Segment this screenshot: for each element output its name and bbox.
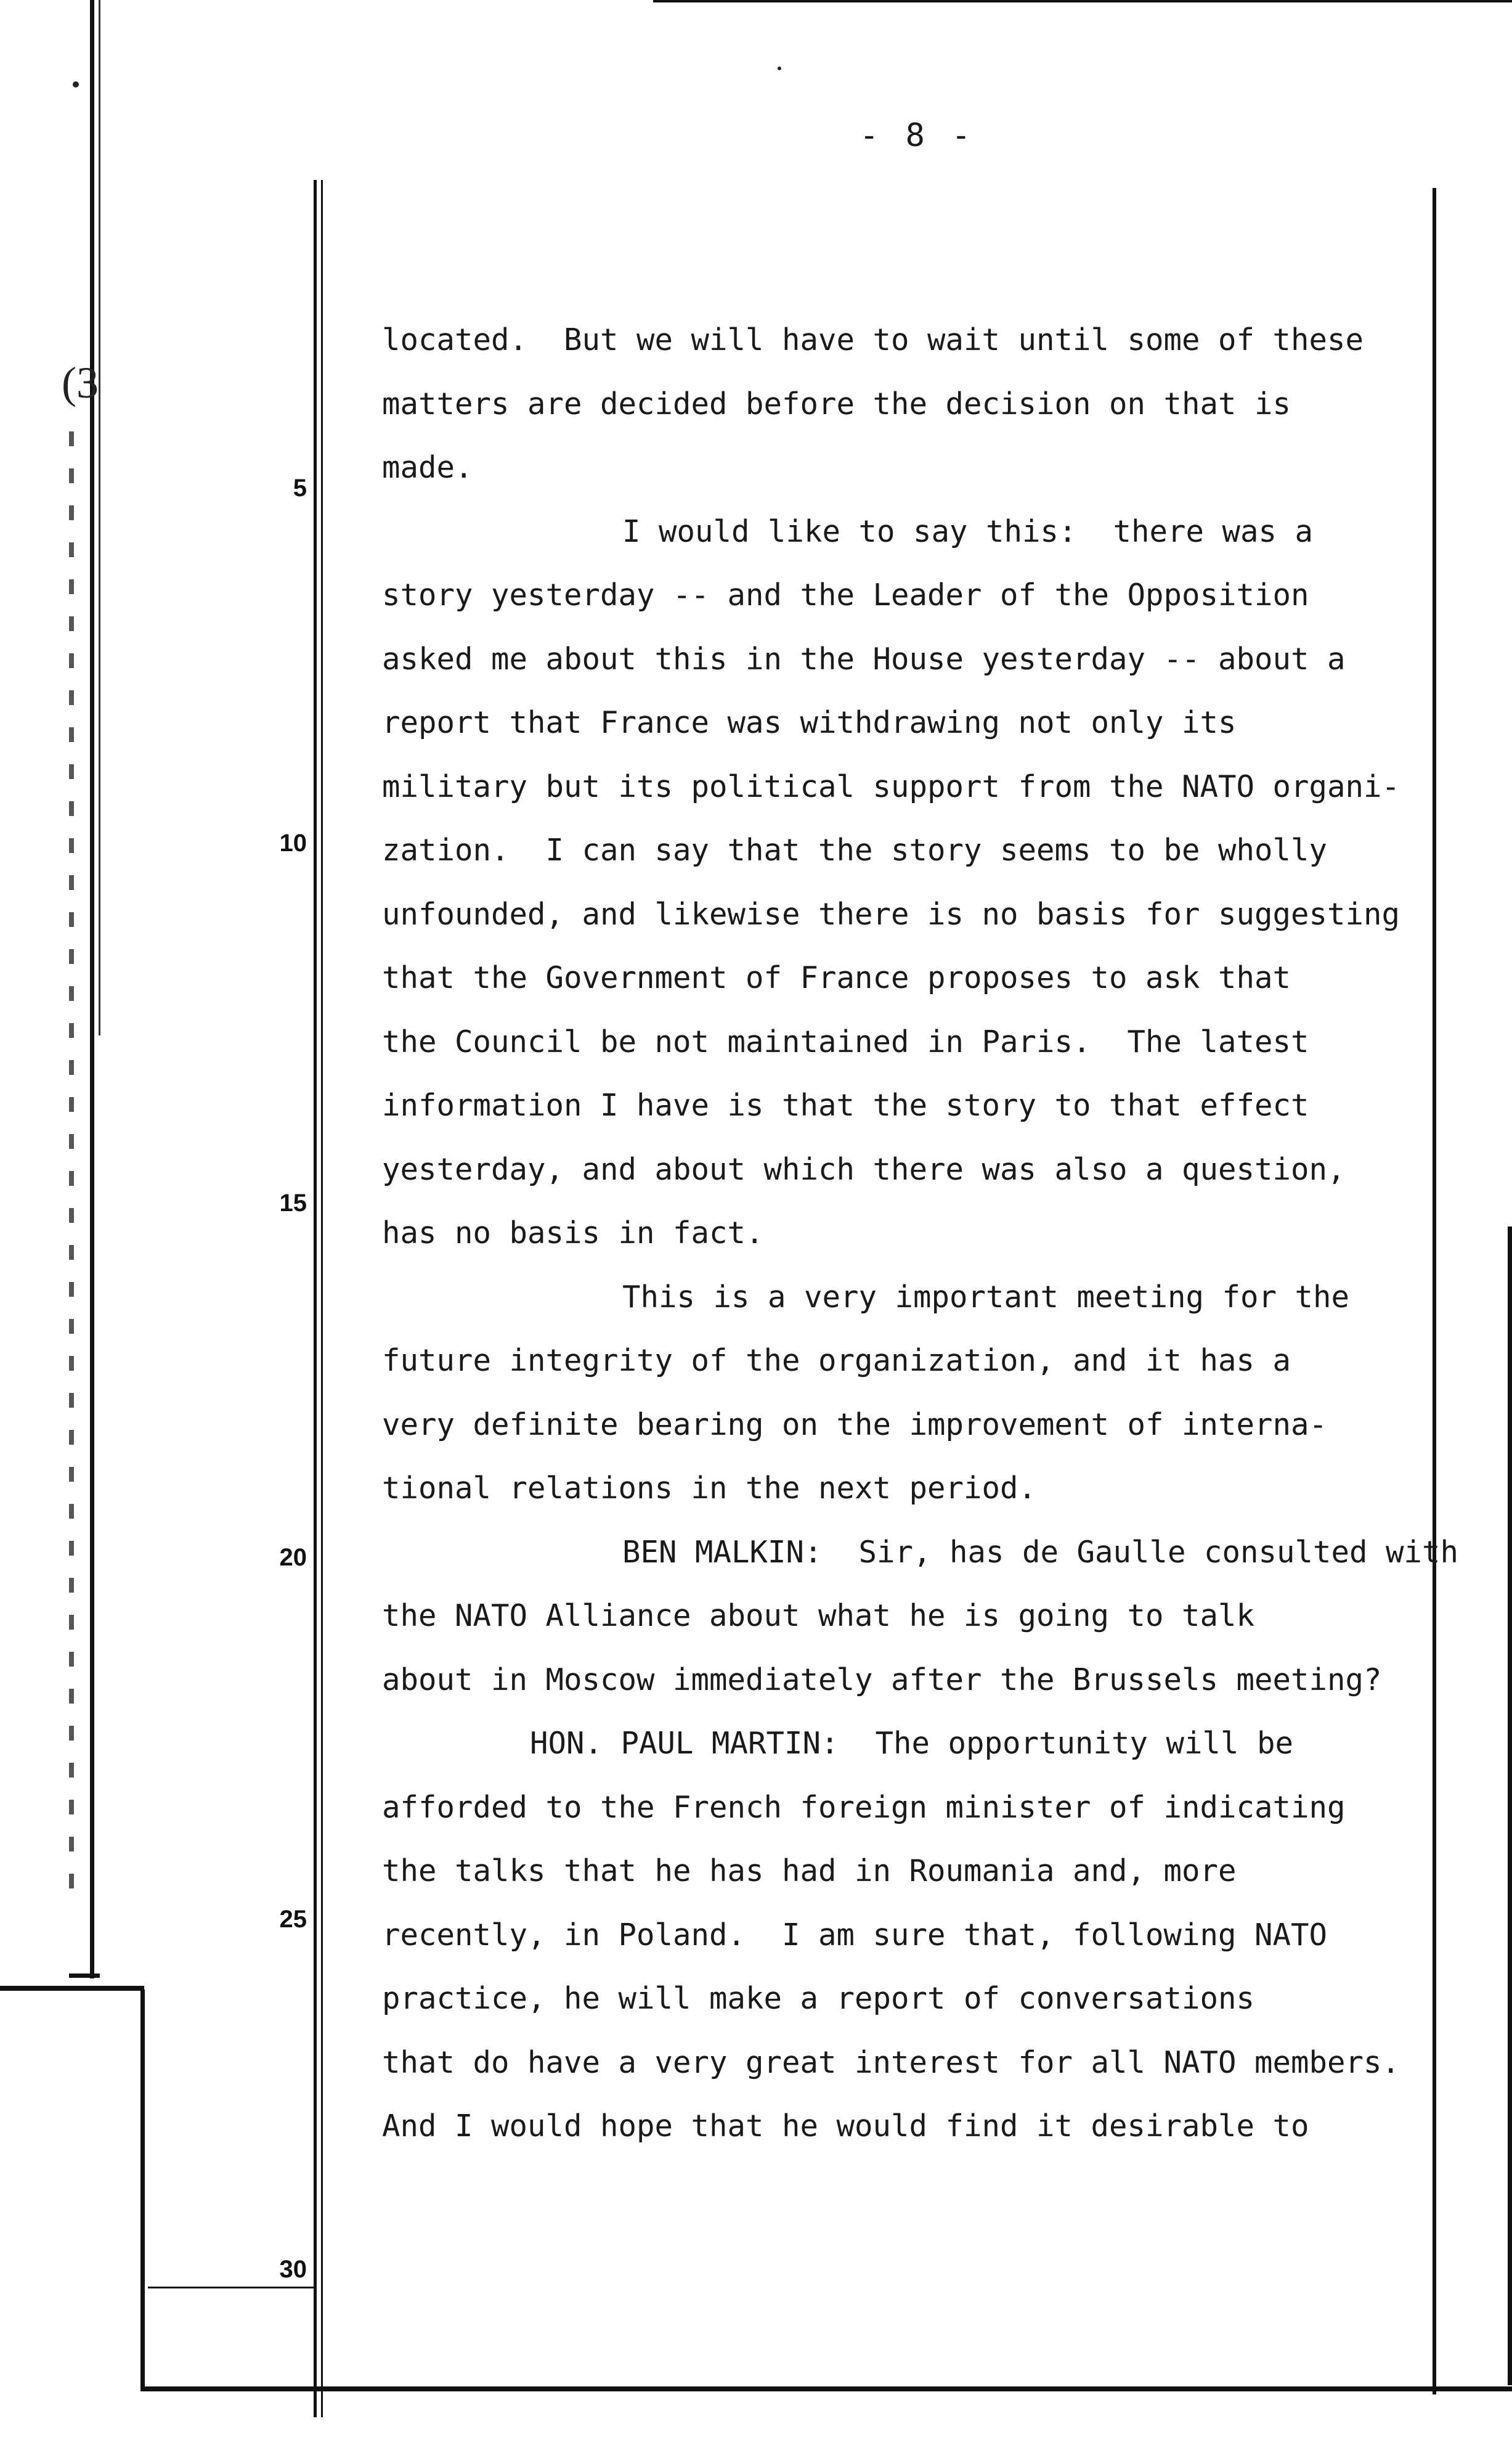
bottom-left-notch (69, 1974, 100, 1978)
text-line: future integrity of the organization, and it has a (382, 1343, 1291, 1378)
page-number: - 8 - (860, 117, 975, 154)
text-line: military but its political support from the NATO organi- (382, 769, 1400, 804)
gutter-rule (314, 180, 317, 2417)
margin-handwritten-mark: (3 (62, 358, 99, 407)
text-line: located. But we will have to wait until some of these (382, 322, 1364, 357)
speck-dot (73, 81, 79, 88)
text-line: afforded to the French foreign minister of indicating (382, 1789, 1346, 1825)
left-outer-rule (90, 0, 94, 1978)
text-line: information I have is that the story to that effect (382, 1088, 1309, 1123)
text-line: tional relations in the next period. (382, 1471, 1037, 1506)
text-line: very definite bearing on the improvement of interna- (382, 1406, 1328, 1442)
text-line: the talks that he has had in Roumania and, more (382, 1853, 1237, 1888)
line-number: 5 (293, 475, 307, 502)
text-line: practice, he will make a report of conversations (382, 1981, 1255, 2016)
text-line: zation. I can say that the story seems to be wholly (382, 833, 1328, 868)
line-number: 15 (279, 1190, 307, 1217)
text-line: This is a very important meeting for the (622, 1279, 1350, 1315)
speck-dot (778, 67, 781, 70)
text-line: asked me about this in the House yesterday -- about a (382, 641, 1346, 677)
text-line: that do have a very great interest for all NATO members. (382, 2044, 1400, 2080)
line-number: 25 (279, 1906, 307, 1933)
text-line: I would like to say this: there was a (622, 513, 1314, 549)
gutter-rule-inner (321, 180, 323, 2417)
text-line: the NATO Alliance about what he is going to talk (382, 1598, 1255, 1633)
text-line: unfounded, and likewise there is no basis for suggesting (382, 896, 1400, 932)
transcript-body (382, 308, 1459, 2158)
text-line: matters are decided before the decision on that is (382, 386, 1291, 422)
top-border-rule (653, 0, 1512, 2)
text-line: yesterday, and about which there was also a question, (382, 1151, 1346, 1187)
bottom-border-rule (140, 2386, 1512, 2391)
right-edge-rule (1508, 1227, 1512, 2385)
text-line: about in Moscow immediately after the Brussels meeting? (382, 1662, 1382, 1697)
text-line: has no basis in fact. (382, 1215, 764, 1251)
text-line: report that France was withdrawing not only its (382, 705, 1237, 740)
text-line: the Council be not maintained in Paris. The latest (382, 1024, 1309, 1059)
text-line: that the Government of France proposes to ask that (382, 960, 1291, 995)
left-dashed-mark (69, 431, 74, 1911)
bottom-left-vertical-rule (140, 1990, 145, 2391)
text-line: made. (382, 450, 473, 485)
text-line: recently, in Poland. I am sure that, following NATO (382, 1917, 1328, 1953)
line-number: 10 (279, 830, 307, 857)
speaker-line: BEN MALKIN: Sir, has de Gaulle consulted with (622, 1534, 1459, 1570)
text-line: And I would hope that he would find it desirable to (382, 2108, 1309, 2144)
left-outer-rule-secondary (99, 0, 100, 1035)
line-number: 20 (279, 1544, 307, 1571)
right-margin-rule (1433, 188, 1436, 2394)
line-number: 30 (279, 2256, 307, 2283)
line-30-underline (148, 2287, 314, 2288)
speaker-line: HON. PAUL MARTIN: The opportunity will be (530, 1726, 1294, 1761)
text-line: story yesterday -- and the Leader of the Opposition (382, 578, 1309, 613)
bottom-left-horizontal-rule (0, 1986, 144, 1991)
